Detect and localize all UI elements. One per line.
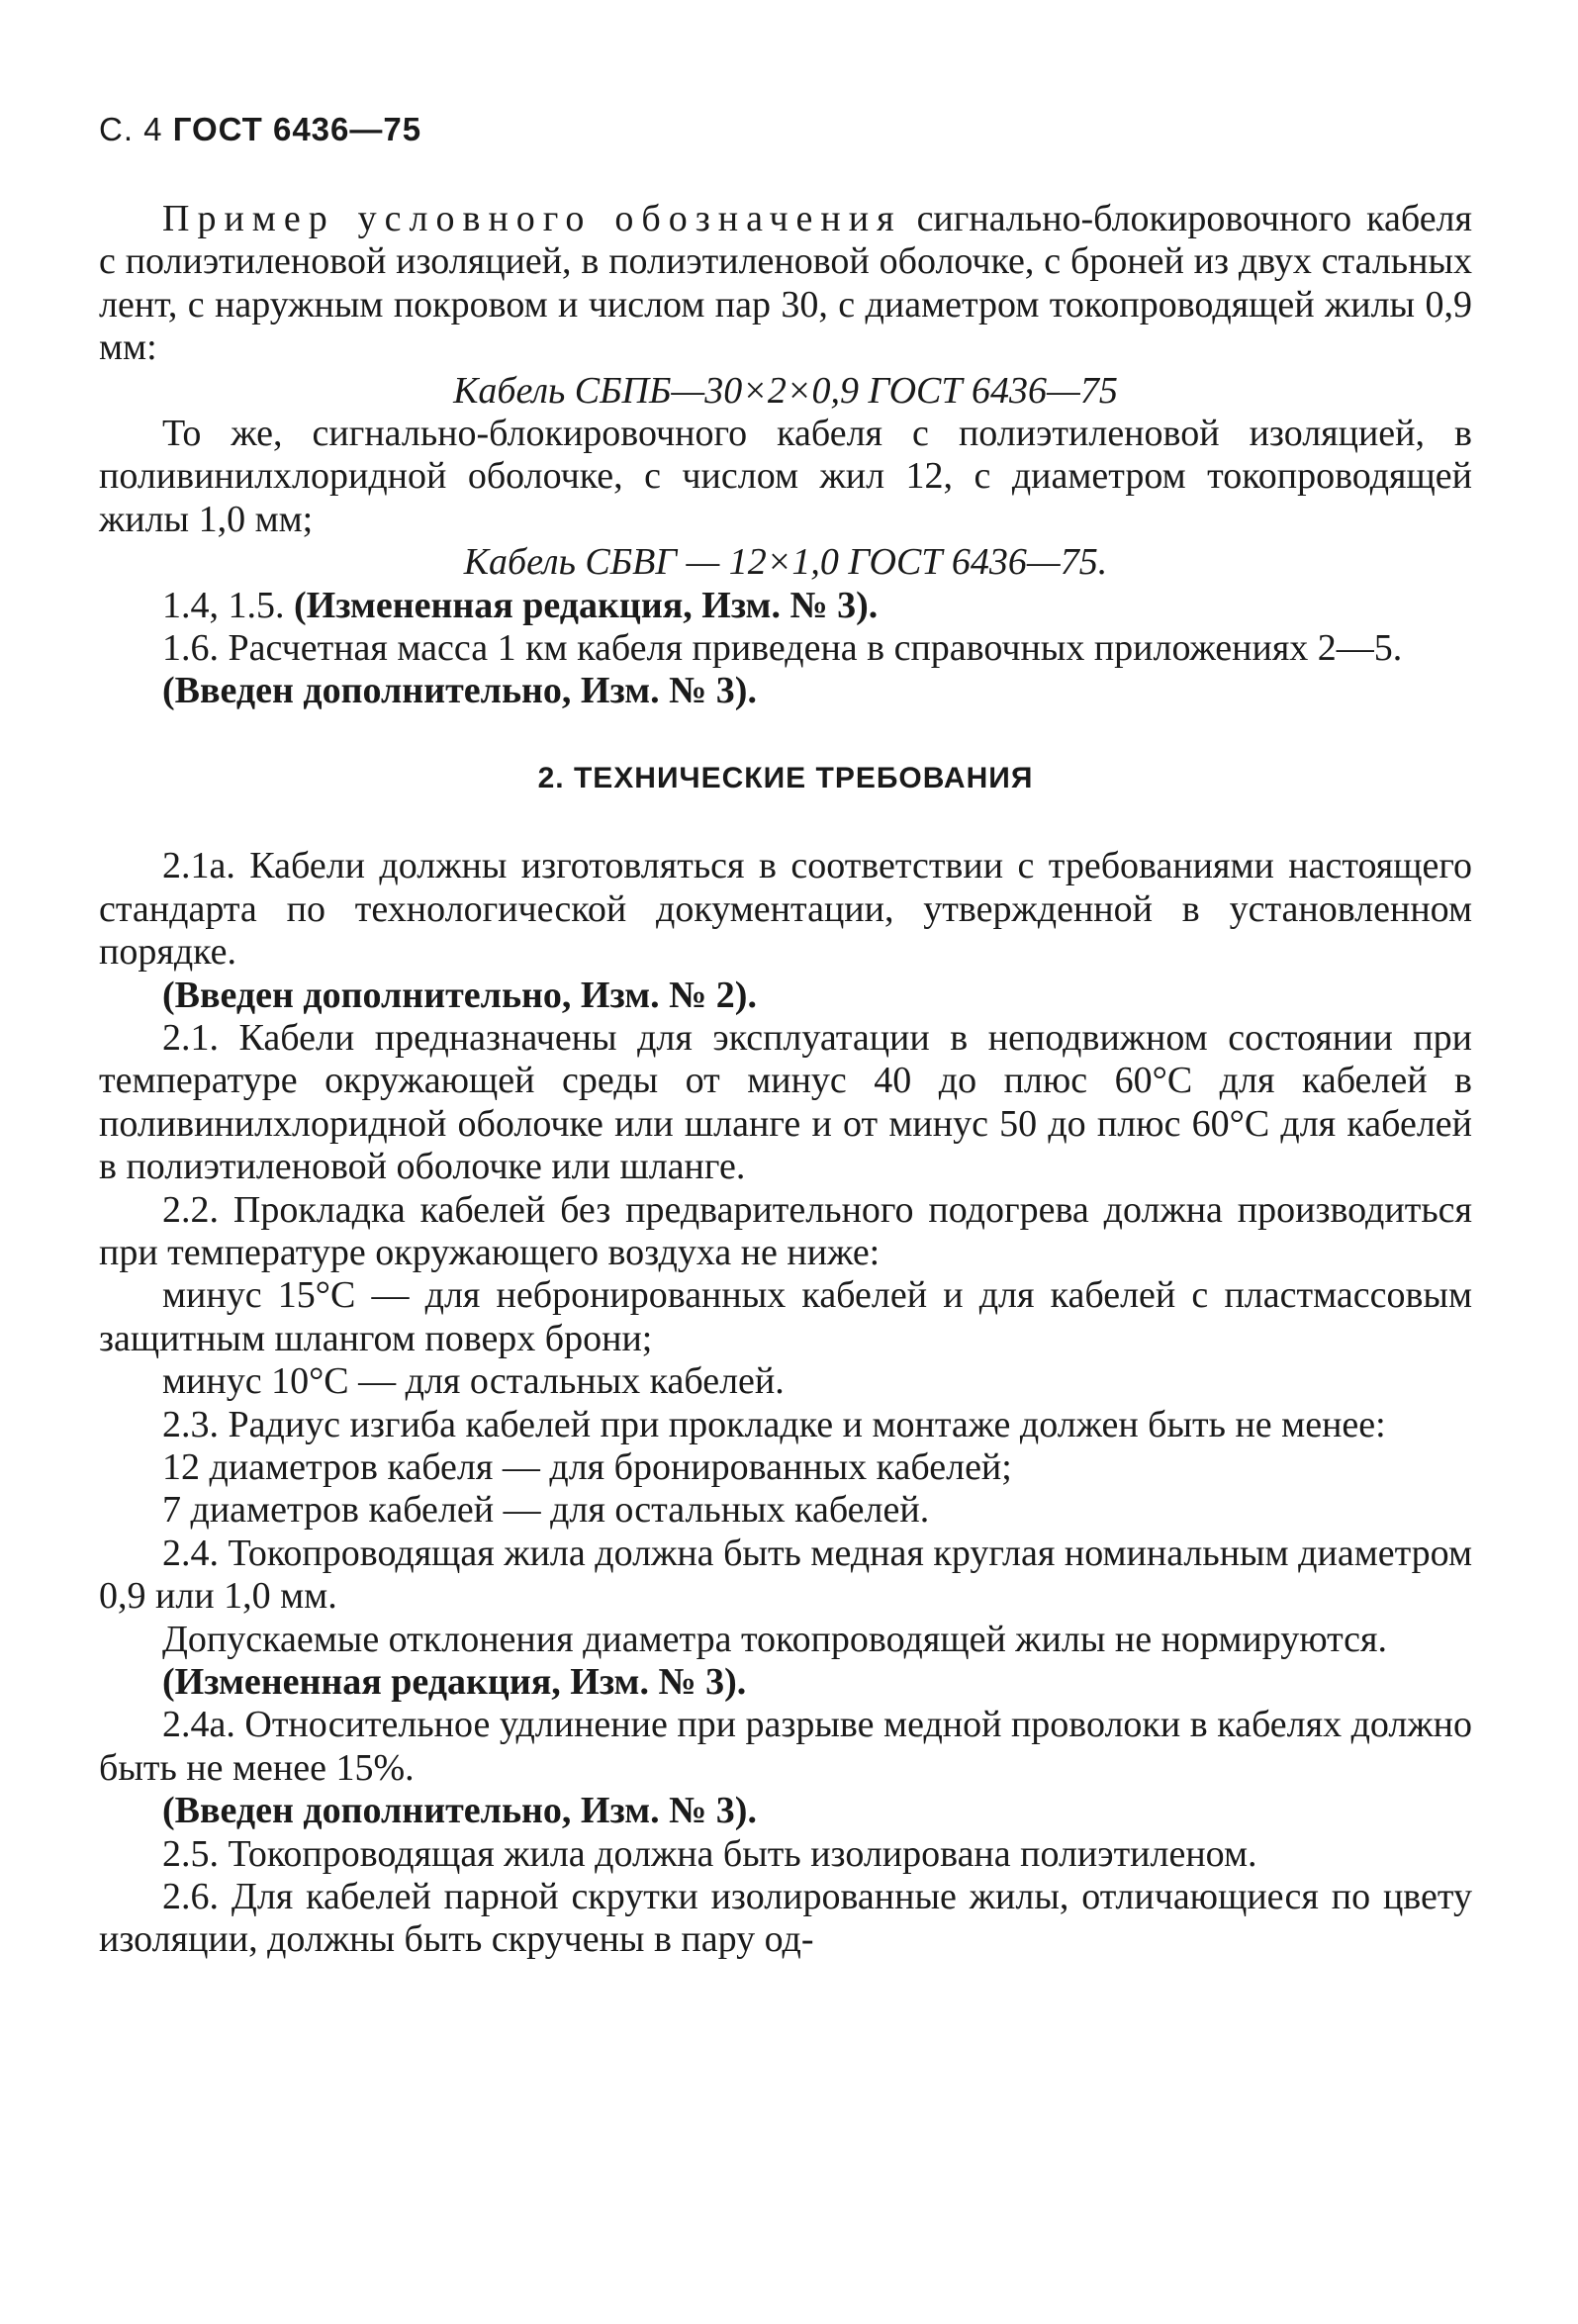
clause-number: 1.4, 1.5. [162, 584, 285, 626]
section-title: 2. ТЕХНИЧЕСКИЕ ТРЕБОВАНИЯ [537, 761, 1034, 794]
amendment-note: (Измененная редакция, Изм. № 3). [294, 584, 879, 626]
list-item: минус 15°С — для небронированных кабелей и для кабелей с пластмассовым защитным шлангом поверх брони; [99, 1274, 1472, 1359]
example-text: сигнально-блокировочного кабеля с полиэтиленовой изоляцией, в полиэтиленовой оболочке, с броней из двух стальных лент, с наружным покровом и числом пар 30, с диаметром токопроводящей жилы 0,9 мм: [99, 198, 1472, 369]
page-number: С. 4 [99, 111, 163, 147]
clause-1-6: 1.6. Расчетная масса 1 км кабеля приведена в справочных приложениях 2—5. [162, 627, 1403, 670]
clause-2-3: 2.3. Радиус изгиба кабелей при прокладке и монтаже должен быть не менее: [162, 1403, 1386, 1445]
amendment-note: (Введен дополнительно, Изм. № 2). [162, 974, 757, 1016]
example-lead: Пример условного обозначения [162, 198, 902, 239]
standard-code: ГОСТ 6436—75 [172, 111, 422, 147]
list-item: минус 10°С — для остальных кабелей. [162, 1360, 785, 1403]
clause-2-6: 2.6. Для кабелей парной скрутки изолированные жилы, отличающиеся по цвету изоляции, должны быть скручены в пару од- [99, 1876, 1472, 1961]
clause-2-4-tolerance: Допускаемые отклонения диаметра токопроводящей жилы не нормируются. [162, 1618, 1388, 1660]
list-item: 12 диаметров кабеля — для бронированных кабелей; [162, 1445, 1012, 1488]
clause-2-2: 2.2. Прокладка кабелей без предварительного подогрева должна производиться при температуре окружающего воздуха не ниже: [99, 1188, 1472, 1273]
clause-2-5: 2.5. Токопроводящая жила должна быть изолирована полиэтиленом. [162, 1832, 1257, 1875]
clause-2-4: 2.4. Токопроводящая жила должна быть медная круглая номинальным диаметром 0,9 или 1,0 мм. [99, 1532, 1472, 1618]
document-body [99, 198, 1472, 1962]
clause-1-4-1-5 [99, 585, 1472, 627]
list-item: 7 диаметров кабелей — для остальных кабелей. [162, 1489, 930, 1532]
clause-2-1: 2.1. Кабели предназначены для эксплуатации в неподвижном состоянии при температуре окружающей среды от минус 40 до плюс 60°С для кабелей в поливинилхлоридной оболочке или шланге и от минус 50 до плюс 60°С для кабелей в полиэтиленовой оболочке или шланге. [99, 1016, 1472, 1188]
page-header [99, 111, 421, 148]
amendment-note: (Введен дополнительно, Изм. № 3). [162, 670, 757, 712]
example-designation-1: Кабель СБПБ—30×2×0,9 ГОСТ 6436—75 [453, 369, 1118, 412]
amendment-note: (Измененная редакция, Изм. № 3). [162, 1661, 747, 1703]
example-designation-2: Кабель СБВГ — 12×1,0 ГОСТ 6436—75. [463, 541, 1108, 584]
example-paragraph [99, 198, 1472, 370]
clause-2-4a: 2.4а. Относительное удлинение при разрыве медной проволоки в кабелях должно быть не менее 15%. [99, 1704, 1472, 1789]
paragraph-same: То же, сигнально-блокировочного кабеля с полиэтиленовой изоляцией, в поливинилхлоридной оболочке, с числом жил 12, с диаметром токопроводящей жилы 1,0 мм; [99, 413, 1472, 540]
clause-2-1a: 2.1а. Кабели должны изготовляться в соответствии с требованиями настоящего стандарта по технологической документации, утвержденной в установленном порядке. [99, 845, 1472, 974]
amendment-note: (Введен дополнительно, Изм. № 3). [162, 1790, 757, 1832]
